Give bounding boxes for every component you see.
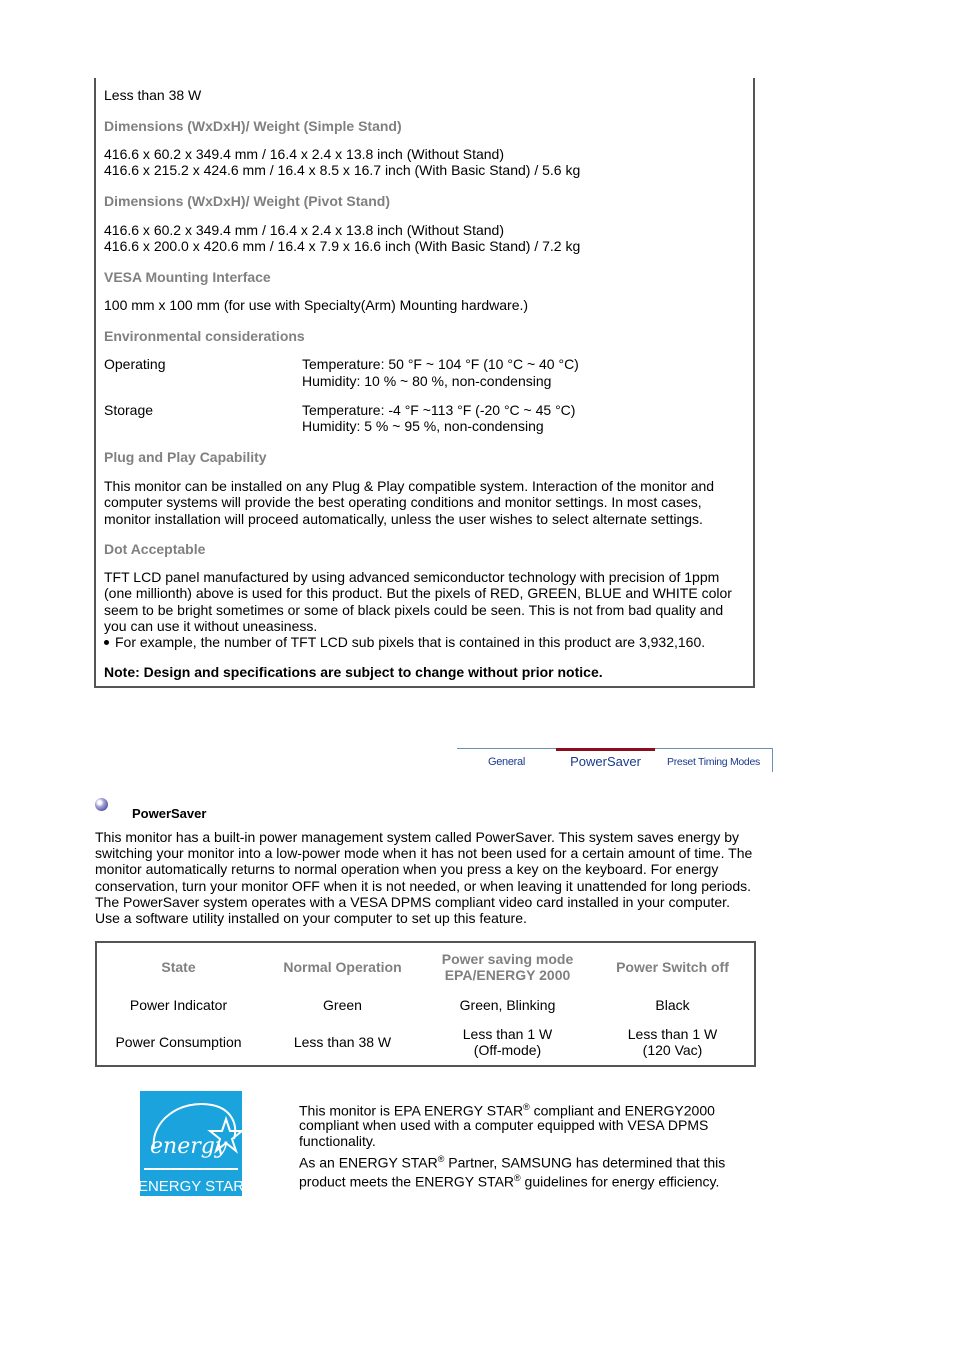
cell-power-consumption: Power Consumption: [115, 1034, 242, 1050]
note-text: Note: Design and specifications are subject to change without prior notice.: [104, 664, 603, 680]
energy-line4b: Partner, SAMSUNG has determined that this: [444, 1154, 726, 1171]
energy-line5b: guidelines for energy efficiency.: [520, 1173, 720, 1190]
env-header: Environmental considerations: [104, 328, 305, 344]
cell-120-vac: (120 Vac): [642, 1042, 703, 1058]
th-normal-operation: Normal Operation: [283, 959, 402, 975]
operating-label: Operating: [104, 356, 166, 372]
tab-preset-timing-modes[interactable]: Preset Timing Modes: [655, 748, 773, 772]
cell-green-blinking: Green, Blinking: [459, 997, 556, 1013]
reg-mark-3: ®: [514, 1173, 521, 1183]
powersaver-title: PowerSaver: [132, 806, 207, 821]
dims-simple-header: Dimensions (WxDxH)/ Weight (Simple Stand): [104, 118, 402, 134]
power-consumption-value: Less than 38 W: [104, 87, 202, 103]
dims-simple-line1: 416.6 x 60.2 x 349.4 mm / 16.4 x 2.4 x 13.8 inch (Without Stand): [104, 146, 504, 162]
energy-line4a: As an ENERGY STAR: [299, 1154, 438, 1171]
storage-temp: Temperature: -4 °F ~113 °F (-20 °C ~ 45 °C): [302, 402, 576, 418]
th-epa-energy: EPA/ENERGY 2000: [444, 967, 571, 983]
dims-simple-line2: 416.6 x 215.2 x 424.6 mm / 16.4 x 8.5 x 16.7 inch (With Basic Stand) / 5.6 kg: [104, 162, 581, 178]
cell-power-indicator: Power Indicator: [129, 997, 228, 1013]
th-state: State: [161, 959, 196, 975]
dims-pivot-line2: 416.6 x 200.0 x 420.6 mm / 16.4 x 7.9 x 16.6 inch (With Basic Stand) / 7.2 kg: [104, 238, 581, 254]
bullet-dot-icon: [104, 640, 109, 645]
reg-mark-1: ®: [523, 1102, 530, 1112]
storage-humidity: Humidity: 5 % ~ 95 %, non-condensing: [302, 418, 544, 434]
energy-line1: [299, 1099, 715, 1119]
energy-line2: compliant when used with a computer equipped with VESA DPMS: [299, 1117, 709, 1133]
tab-powersaver[interactable]: PowerSaver: [556, 748, 655, 772]
reg-mark-2: ®: [437, 1154, 445, 1164]
cell-green: Green: [323, 997, 362, 1013]
dims-pivot-line1: 416.6 x 60.2 x 349.4 mm / 16.4 x 2.4 x 13.8 inch (Without Stand): [104, 222, 504, 238]
tab-bar: [457, 748, 773, 772]
th-power-switch-off: Power Switch off: [616, 959, 729, 975]
cell-less-than-1w-a: Less than 1 W: [462, 1026, 553, 1042]
energy-line1b: compliant and ENERGY2000: [529, 1102, 715, 1119]
energy-line4: [299, 1151, 725, 1171]
storage-label: Storage: [104, 402, 154, 418]
powersaver-intro: This monitor has a built-in power management system called PowerSaver. This system saves energy by switching your monitor into a low-power mode when it has not been used for a certain amount of time. The monitor automatically returns to normal operation when you press a key on the keyboard. For energy conservation, turn your monitor OFF when it is not needed, or when leaving it unattended for long periods. The PowerSaver system operates with a VESA DPMS compliant video card installed in your computer. Use a software utility installed on your computer to set up this feature.: [95, 829, 753, 927]
vesa-value: 100 mm x 100 mm (for use with Specialty(Arm) Mounting hardware.): [104, 297, 529, 313]
tab-general[interactable]: General: [457, 748, 556, 772]
energy-script-text: energy: [150, 1134, 228, 1159]
dot-bullet-item: [104, 634, 705, 650]
operating-temp: Temperature: 50 °F ~ 104 °F (10 °C ~ 40 °C): [302, 356, 579, 372]
power-table: [95, 941, 756, 1067]
energy-star-logo: [140, 1091, 242, 1196]
dims-pivot-header: Dimensions (WxDxH)/ Weight (Pivot Stand): [104, 193, 390, 209]
pnp-text: This monitor can be installed on any Plug & Play compatible system. Interaction of the monitor and computer systems will provide the best operating conditions and monitor settings. In most cases, monitor installation will proceed automatically, unless the user wishes to select alternate settings.: [104, 478, 715, 527]
energy-line1a: This monitor is EPA ENERGY STAR: [299, 1102, 524, 1119]
energy-line5: [299, 1170, 719, 1190]
vesa-header: VESA Mounting Interface: [104, 269, 271, 285]
energy-star-icon: [140, 1091, 242, 1196]
energy-line3: functionality.: [299, 1133, 376, 1149]
dot-bullet-text: For example, the number of TFT LCD sub pixels that is contained in this product are 3,932,160.: [115, 634, 706, 650]
operating-humidity: Humidity: 10 % ~ 80 %, non-condensing: [302, 373, 552, 389]
cell-less-than-38w: Less than 38 W: [293, 1034, 392, 1050]
cell-black: Black: [655, 997, 690, 1013]
dot-header: Dot Acceptable: [104, 541, 206, 557]
cell-less-than-1w-b: Less than 1 W: [627, 1026, 718, 1042]
cell-off-mode: (Off-mode): [473, 1042, 542, 1058]
dot-text: TFT LCD panel manufactured by using advanced semiconductor technology with precision of 1ppm (one millionth) above is used for this product. But the pixels of RED, GREEN, BLUE and WHITE color seem to be bright sometimes or some of black pixels could be seen. This is not from bad quality and you can use it without uneasiness.: [104, 569, 732, 634]
energy-line5a: product meets the ENERGY STAR: [299, 1173, 515, 1190]
th-power-saving-mode: Power saving mode: [441, 951, 574, 967]
pnp-header: Plug and Play Capability: [104, 449, 267, 465]
section-bullet-icon: [95, 798, 108, 811]
energy-star-label: ENERGY STAR: [140, 1178, 242, 1195]
